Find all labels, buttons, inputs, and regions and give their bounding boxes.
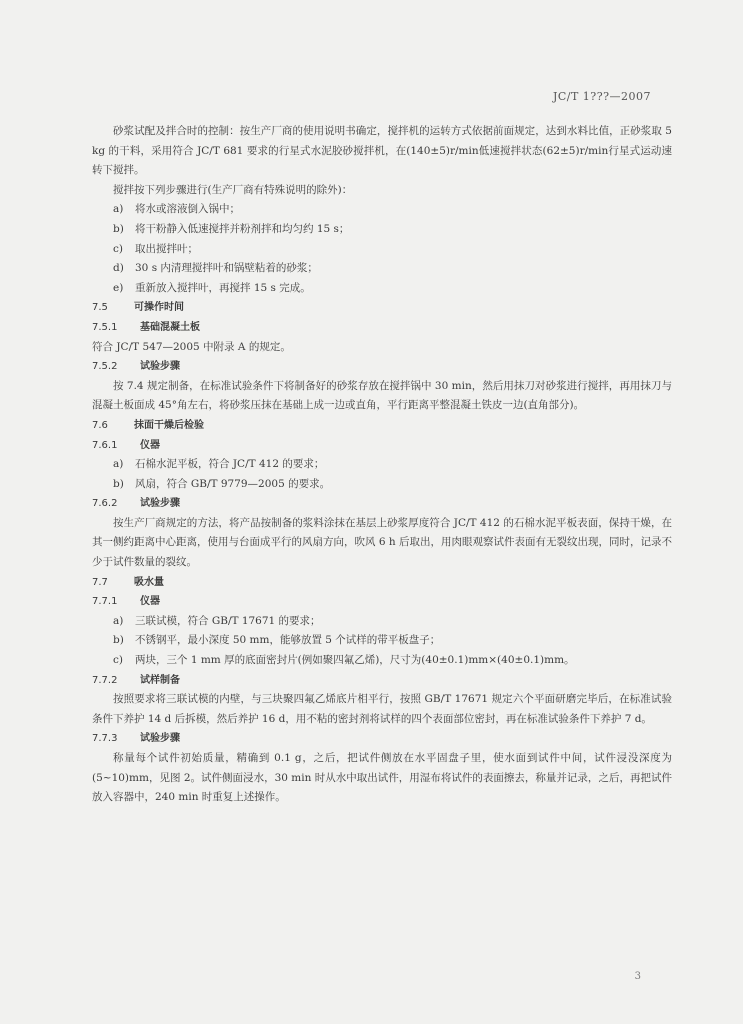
list-item <box>113 631 672 651</box>
list-marker: b) <box>113 477 124 490</box>
list-marker: a) <box>113 203 124 216</box>
subsection-heading <box>92 592 672 612</box>
subsection-heading <box>92 357 672 377</box>
list-marker: b) <box>113 634 124 647</box>
list-marker: a) <box>113 614 124 627</box>
list-marker: c) <box>113 242 123 255</box>
list-item-text: 风扇，符合 GB/T 9779—2005 的要求。 <box>135 477 331 490</box>
list-item <box>113 475 672 495</box>
section-number: 7.6.2 <box>92 498 118 510</box>
list-item <box>113 240 672 260</box>
list-item-text: 石棉水泥平板，符合 JC/T 412 的要求； <box>135 458 325 471</box>
section-title: 试验步骤 <box>140 733 180 745</box>
section-number: 7.6.1 <box>92 439 118 451</box>
list-item <box>113 612 672 632</box>
list-marker: e) <box>113 281 124 294</box>
subsection-heading <box>92 729 672 749</box>
list-item <box>113 259 672 279</box>
section-title: 仪器 <box>140 596 160 608</box>
section-number: 7.5.1 <box>92 321 118 333</box>
section-heading <box>92 416 672 436</box>
list-item <box>113 455 672 475</box>
document-body <box>92 122 672 808</box>
list-item <box>113 279 672 299</box>
section-heading <box>92 573 672 593</box>
list-item-text: 两块，三个 1 mm 厚的底面密封片(例如聚四氟乙烯)，尺寸为(40±0.1)mm×(40±0.1)mm。 <box>135 654 575 667</box>
paragraph: 符合 JC/T 547—2005 中附录 A 的规定。 <box>92 340 291 353</box>
section-number: 7.7.3 <box>92 733 118 745</box>
section-title: 仪器 <box>140 439 160 451</box>
section-title: 吸水量 <box>134 576 164 588</box>
subsection-heading <box>92 494 672 514</box>
paragraph: 按生产厂商规定的方法，将产品按制备的浆料涂抹在基层上砂浆厚度符合 JC/T 412 的石棉水泥平板表面，保持干燥，在其一侧约距离中心距离，使用与台面成平行的风扇方向，吹风 6 h 后取出，用肉眼观察试件表面有无裂纹出现，同时，记录不少于试件数量的裂纹。 <box>92 516 672 569</box>
page-number: 3 <box>634 971 641 982</box>
subsection-heading <box>92 436 672 456</box>
section-title: 基础混凝土板 <box>140 321 200 333</box>
paragraph: 按 7.4 规定制备，在标准试验条件下将制备好的砂浆存放在搅拌锅中 30 min，然后用抹刀对砂浆进行搅拌，再用抹刀与混凝土板面成 45°角左右，将砂浆压抹在基础上成一边或直角，平行距离平整混凝土铁皮一边(直角部分)。 <box>92 379 672 412</box>
paragraph: 搅拌按下列步骤进行(生产厂商有特殊说明的除外)： <box>113 183 353 196</box>
section-title: 试验步骤 <box>140 361 180 373</box>
section-number: 7.6 <box>92 419 108 431</box>
section-number: 7.7.2 <box>92 674 118 686</box>
list-marker: d) <box>113 262 124 275</box>
list-item-text: 将干粉静入低速搅拌并粉剂拌和均匀约 15 s； <box>135 222 350 235</box>
list-item-text: 三联试模，符合 GB/T 17671 的要求； <box>135 614 321 627</box>
list-marker: c) <box>113 654 123 667</box>
list-item-text: 30 s 内清理搅拌叶和锅壁粘着的砂浆； <box>135 262 318 275</box>
standard-code: JC/T 1???—2007 <box>552 90 651 103</box>
section-title: 抹面干燥后检验 <box>134 419 204 431</box>
section-number: 7.7 <box>92 576 108 588</box>
list-item-text: 不锈钢平，最小深度 50 mm，能够放置 5 个试样的带平板盘子； <box>135 634 441 647</box>
list-item-text: 取出搅拌叶； <box>135 242 198 255</box>
subsection-heading <box>92 318 672 338</box>
paragraph: 按照要求将三联试模的内壁，与三块聚四氟乙烯底片相平行，按照 GB/T 17671 规定六个平面研磨完毕后，在标准试验条件下养护 14 d 后拆模，然后养护 16 d，用不粘的密封剂将试样的四个表面部位密封，再在标准试验条件下养护 7 d。 <box>92 693 672 725</box>
section-number: 7.5 <box>92 302 108 314</box>
section-heading <box>92 298 672 318</box>
section-title: 可操作时间 <box>134 302 184 314</box>
list-item-text: 重新放入搅拌叶，再搅拌 15 s 完成。 <box>135 281 311 294</box>
list-marker: b) <box>113 222 124 235</box>
paragraph: 称量每个试件初始质量，精确到 0.1 g，之后，把试件侧放在水平固盘子里，使水面到试件中间，试件浸没深度为(5~10)mm，见图 2。试件侧面浸水，30 min 时从水中取出试件，用湿布将试件的表面擦去，称量并记录，之后，再把试件放入容器中，240 min 时重复上述操作。 <box>92 752 672 804</box>
section-number: 7.7.1 <box>92 596 118 608</box>
list-marker: a) <box>113 458 124 471</box>
list-item <box>113 220 672 240</box>
list-item <box>113 651 672 671</box>
section-number: 7.5.2 <box>92 361 118 373</box>
paragraph: 砂浆试配及拌合时的控制：按生产厂商的使用说明书确定，搅拌机的运转方式依据前面规定，达到水料比值，正砂浆取 5 kg 的干料，采用符合 JC/T 681 要求的行星式水泥胶砂搅拌机，在(140±5)r/min低速搅拌状态(62±5)r/min行星式运动速转下搅拌。 <box>92 125 672 177</box>
list-item <box>113 200 672 220</box>
section-title: 试样制备 <box>140 674 180 686</box>
section-title: 试验步骤 <box>140 498 180 510</box>
subsection-heading <box>92 671 672 691</box>
list-item-text: 将水或溶液倒入锅中； <box>135 203 240 216</box>
